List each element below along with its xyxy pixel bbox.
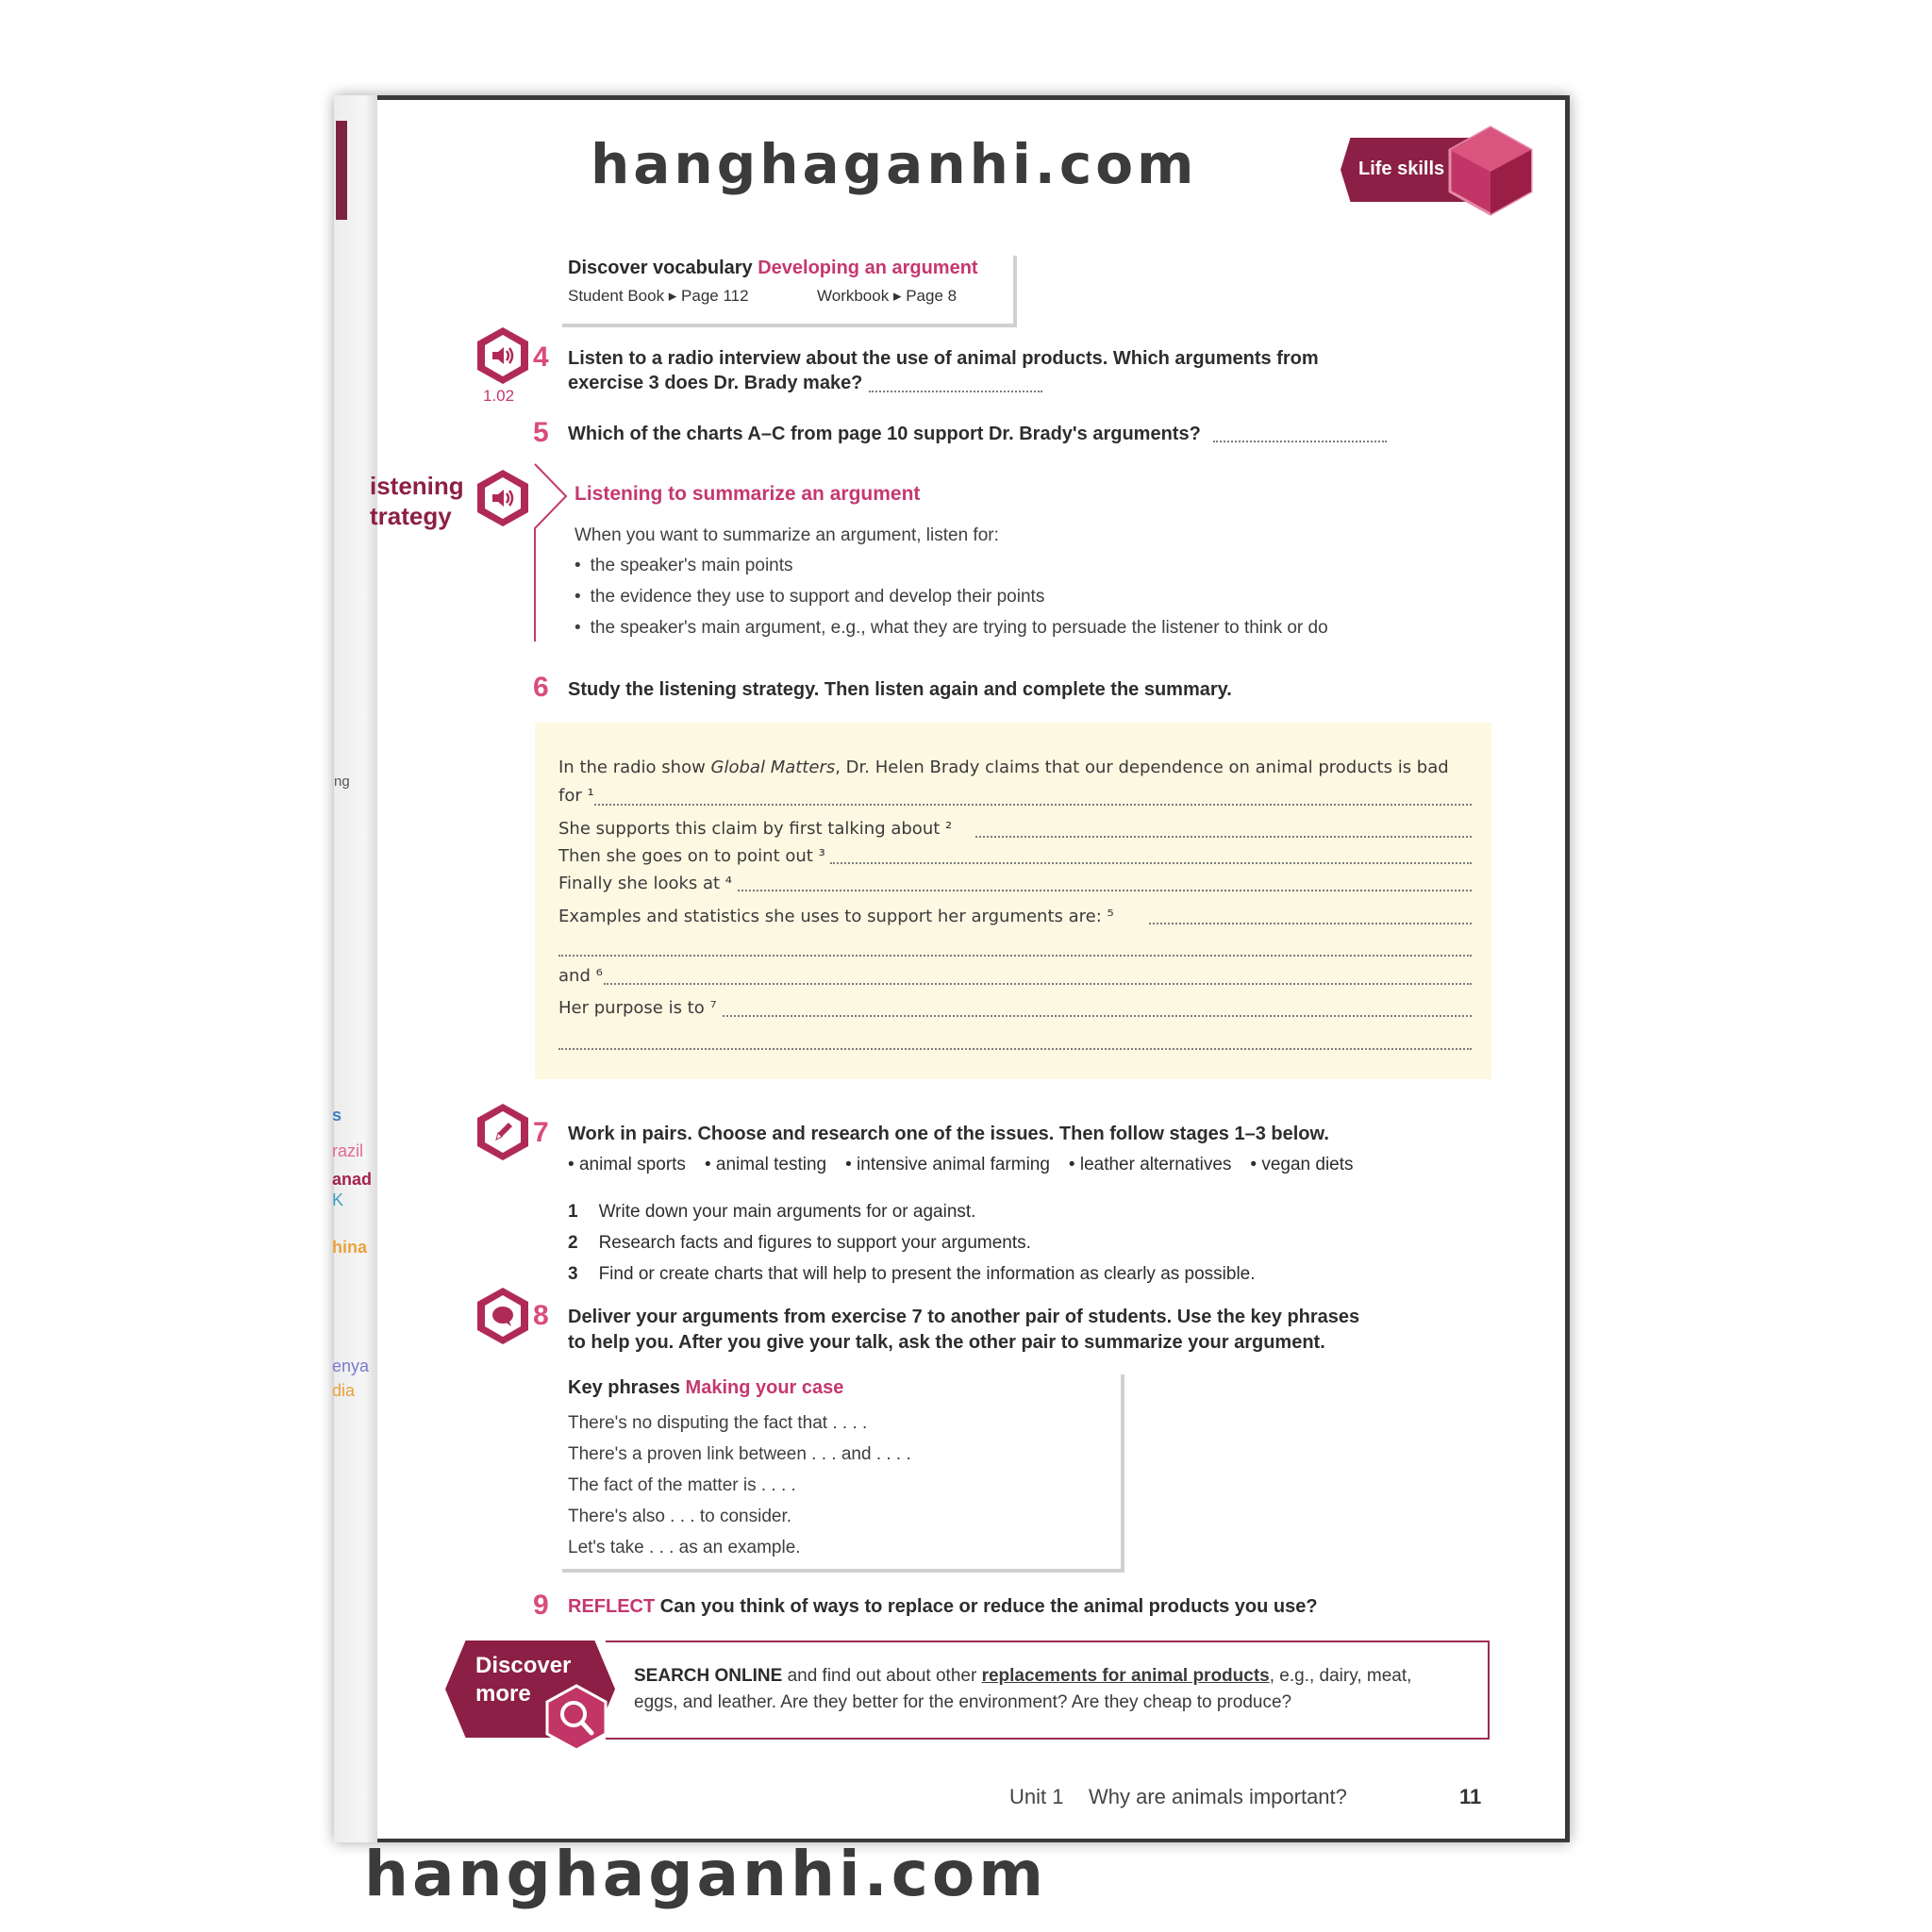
blank-7-continued[interactable] bbox=[558, 1048, 1472, 1050]
discover-more-label: more bbox=[475, 1681, 531, 1707]
blank-7[interactable] bbox=[723, 1015, 1472, 1017]
discover-more-text-line1: SEARCH ONLINE and find out about other replacements for animal products, e.g., dairy, meat, bbox=[634, 1666, 1412, 1686]
margin-word: dia bbox=[332, 1381, 356, 1400]
previous-page-edge bbox=[334, 95, 377, 1842]
footer-unit: Unit 1 bbox=[1009, 1785, 1064, 1808]
student-book-link[interactable]: Student Book ▸ Page 112 bbox=[568, 287, 749, 305]
summary-line: In the radio show Global Matters, Dr. Helen Brady claims that our dependence on animal products is bad bbox=[558, 758, 1449, 777]
exercise-6-text: Study the listening strategy. Then listen again and complete the summary. bbox=[568, 679, 1232, 700]
exercise-4-text-line1: Listen to a radio interview about the use of animal products. Which arguments from bbox=[568, 348, 1319, 369]
key-phrases-heading bbox=[568, 1377, 843, 1399]
margin-word: ng bbox=[334, 774, 350, 790]
issues-list bbox=[568, 1155, 1354, 1175]
footer-title: Why are animals important? bbox=[1089, 1785, 1347, 1808]
audio-track-number: 1.02 bbox=[483, 387, 515, 405]
margin-word: s bbox=[332, 1106, 342, 1124]
list-item: 2 Research facts and figures to support your arguments. bbox=[568, 1233, 1031, 1253]
list-item: • the evidence they use to support and develop their points bbox=[575, 587, 1045, 607]
replacements-link[interactable]: replacements for animal products bbox=[981, 1666, 1270, 1686]
exercise-number: 7 bbox=[533, 1117, 549, 1148]
summary-line: Then she goes on to point out ³ bbox=[558, 846, 825, 866]
vocabulary-title: Developing an argument bbox=[758, 258, 978, 278]
previous-page-marker bbox=[336, 121, 347, 220]
key-phrases-label: Key phrases bbox=[568, 1377, 680, 1398]
exercise-9-text: REFLECT Can you think of ways to replace or reduce the animal products you use? bbox=[568, 1596, 1318, 1617]
life-skills-label: Life skills bbox=[1358, 158, 1445, 179]
summary-line: for ¹ bbox=[558, 786, 594, 806]
blank-2[interactable] bbox=[975, 836, 1472, 838]
discover-more-label: Discover bbox=[475, 1653, 572, 1678]
strategy-side-label: trategy bbox=[370, 502, 452, 530]
exercise-number: 9 bbox=[533, 1590, 549, 1621]
summary-line: and ⁶ bbox=[558, 966, 603, 986]
answer-line[interactable] bbox=[869, 391, 1042, 392]
strategy-intro: When you want to summarize an argument, listen for: bbox=[575, 525, 999, 545]
answer-line[interactable] bbox=[1213, 441, 1387, 442]
stages-list bbox=[568, 1196, 1256, 1290]
summary-line: Finally she looks at ⁴ bbox=[558, 874, 733, 893]
list-item: • animal testing bbox=[704, 1155, 827, 1174]
strategy-bracket bbox=[528, 462, 574, 643]
exercise-number: 4 bbox=[533, 341, 549, 373]
list-item: There's no disputing the fact that . . . . bbox=[568, 1413, 868, 1433]
summary-line: She supports this claim by first talking about ² bbox=[558, 819, 953, 839]
reflect-label: REFLECT bbox=[568, 1596, 656, 1617]
margin-word: enya bbox=[332, 1357, 370, 1375]
blank-1[interactable] bbox=[594, 804, 1472, 806]
list-item: Let's take . . . as an example. bbox=[568, 1538, 801, 1557]
list-item: 1 Write down your main arguments for or against. bbox=[568, 1202, 976, 1222]
blank-6[interactable] bbox=[604, 983, 1472, 985]
exercise-7-text: Work in pairs. Choose and research one of the issues. Then follow stages 1–3 below. bbox=[568, 1124, 1329, 1144]
margin-word: hina bbox=[332, 1238, 368, 1257]
blank-5-continued[interactable] bbox=[558, 955, 1472, 957]
list-item: There's a proven link between . . . and . . . . bbox=[568, 1444, 911, 1464]
margin-word: anad bbox=[332, 1170, 373, 1189]
list-item: The fact of the matter is . . . . bbox=[568, 1475, 796, 1495]
strategy-side-label: istening bbox=[370, 472, 464, 500]
discover-more-box bbox=[606, 1641, 1490, 1740]
margin-word: razil bbox=[332, 1141, 364, 1160]
cube-icon bbox=[1447, 125, 1534, 217]
exercise-number: 6 bbox=[533, 672, 549, 703]
margin-word: K bbox=[332, 1191, 344, 1209]
list-item: 3 Find or create charts that will help to present the information as clearly as possible. bbox=[568, 1264, 1256, 1284]
exercise-5-text: Which of the charts A–C from page 10 support Dr. Brady's arguments? bbox=[568, 424, 1201, 444]
exercise-8-text-line1: Deliver your arguments from exercise 7 to another pair of students. Use the key phrases bbox=[568, 1307, 1360, 1327]
exercise-8-text-line2: to help you. After you give your talk, ask the other pair to summarize your argument. bbox=[568, 1332, 1325, 1353]
key-phrases-title: Making your case bbox=[685, 1377, 844, 1398]
watermark-top: hanghaganhi.com bbox=[591, 132, 1198, 196]
strategy-title: Listening to summarize an argument bbox=[575, 483, 921, 505]
summary-line: Her purpose is to ⁷ bbox=[558, 998, 717, 1018]
list-item: • animal sports bbox=[568, 1155, 686, 1174]
page-number: 11 bbox=[1459, 1785, 1482, 1808]
key-phrases-list bbox=[568, 1407, 911, 1563]
summary-line: Examples and statistics she uses to support her arguments are: ⁵ bbox=[558, 907, 1114, 926]
blank-3[interactable] bbox=[830, 862, 1472, 864]
exercise-4-text-line2: exercise 3 does Dr. Brady make? bbox=[568, 373, 863, 393]
watermark-bottom: hanghaganhi.com bbox=[364, 1838, 1047, 1910]
blank-4[interactable] bbox=[738, 890, 1472, 891]
exercise-number: 5 bbox=[533, 417, 549, 448]
discover-more-text-line2: eggs, and leather. Are they better for the environment? Are they cheap to produce? bbox=[634, 1692, 1292, 1712]
workbook-link[interactable]: Workbook ▸ Page 8 bbox=[817, 287, 958, 305]
blank-5[interactable] bbox=[1149, 923, 1472, 924]
list-item: • intensive animal farming bbox=[845, 1155, 1050, 1174]
list-item: • leather alternatives bbox=[1068, 1155, 1232, 1174]
vocabulary-heading bbox=[568, 258, 978, 279]
exercise-number: 8 bbox=[533, 1300, 549, 1331]
magnifier-icon bbox=[545, 1684, 608, 1752]
list-item: • the speaker's main points bbox=[575, 556, 793, 575]
list-item: • vegan diets bbox=[1250, 1155, 1354, 1174]
vocabulary-label: Discover vocabulary bbox=[568, 258, 753, 278]
list-item: There's also . . . to consider. bbox=[568, 1507, 792, 1526]
list-item: • the speaker's main argument, e.g., what they are trying to persuade the listener to think or do bbox=[575, 618, 1328, 638]
search-online-label: SEARCH ONLINE bbox=[634, 1666, 783, 1686]
